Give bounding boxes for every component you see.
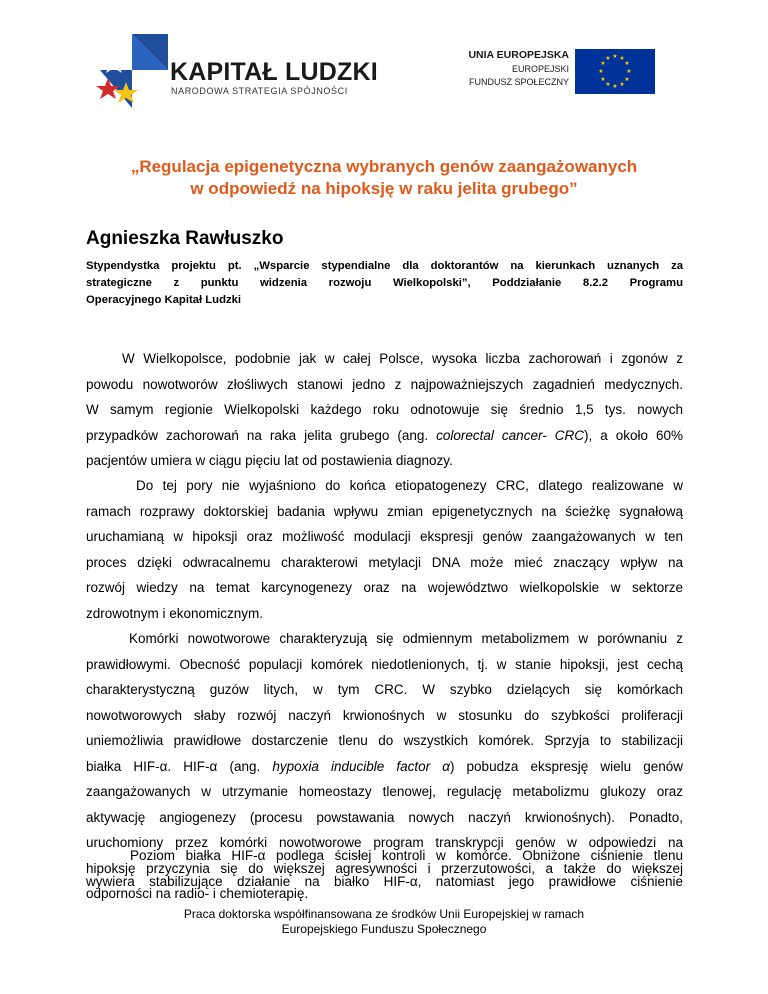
eu-logo-line2: EUROPEJSKI — [511, 64, 569, 74]
grant-line: Stypendystka projektu pt. „Wsparcie stypendialne dla doktorantów na kierunkach uznanych za — [86, 260, 683, 272]
text-line: aktywację angiogenezy (procesu powstawania nowych naczyń krwionośnych). Ponadto, — [86, 809, 683, 825]
text-line: wywiera stabilizujące działanie na białko HIF-α, natomiast jego prawidłowe ciśnienie — [86, 873, 683, 889]
text-line: prawidłowymi. Obecność populacji komórek niedotlenionych, tj. w stanie hipoksji, jest cechą — [86, 656, 683, 672]
text-line: W Wielkopolsce, podobnie jak w całej Polsce, wysoka liczba zachorowań i zgonów z — [122, 351, 683, 366]
text-line: powodu nowotworów złośliwych stanowi jedno z najpoważniejszych zagadnień medycznych. — [86, 376, 683, 392]
grant-line: strategiczne z punktu widzenia rozwoju Wielkopolski”, Poddziałanie 8.2.2 Programu — [86, 277, 683, 289]
svg-text:★: ★ — [598, 68, 604, 75]
paragraph-1 — [86, 346, 683, 474]
svg-text:★: ★ — [612, 53, 618, 60]
text-line: nowotworowych słaby rozwój naczyń krwionośnych w stosunku do szybkości proliferacji — [86, 707, 683, 723]
svg-text:★: ★ — [619, 55, 625, 62]
text-line: uniemożliwia prawidłowe dostarczenie tlenu do wszystkich komórek. Sprzyja to stabilizacji — [86, 733, 683, 748]
eu-logo-line1: UNIA EUROPEJSKA — [468, 49, 569, 61]
text-line: uruchomiony przez komórki nowotworowe program transkrypcji genów w odpowiedzi na — [86, 835, 683, 850]
footer-line: Europejskiego Funduszu Społecznego — [281, 922, 487, 936]
kapital-ludzki-name: KAPITAŁ LUDZKI — [170, 58, 378, 86]
svg-text:★: ★ — [612, 83, 618, 90]
text-line: uruchamianą w hipoksji oraz możliwość modulacji ekspresji genów zaangażowanych w ten — [86, 529, 683, 544]
svg-text:★: ★ — [600, 76, 606, 83]
kapital-ludzki-logo — [92, 30, 378, 110]
grant-line: Operacyjnego Kapitał Ludzki — [86, 294, 242, 306]
text-line: rozwój wiedzy na temat karcynogenezy oraz na województwo wielkopolskie w sektorze — [86, 580, 683, 595]
paragraph-4 — [86, 843, 683, 894]
footer-line: Praca doktorska współfinansowana ze środków Unii Europejskiej w ramach — [183, 907, 585, 921]
text-line: charakterystyczną guzów litych, w tym CRC. W szybko dzielących się komórkach — [86, 682, 683, 697]
text-line: proces dzięki odwracalnemu charakterowi metylacji DNA może mieć znaczący wpływ na — [86, 554, 683, 570]
kapital-ludzki-subtitle: NARODOWA STRATEGIA SPÓJNOŚCI — [171, 86, 348, 96]
text-line: zdrowotnym i ekonomicznym. — [86, 605, 264, 621]
text-line: Komórki nowotworowe charakteryzują się odmiennym metabolizmem w porównaniu z — [129, 631, 683, 646]
text-line: Poziom białka HIF-α podlega ścisłej kontroli w komórce. Obniżone ciśnienie tlenu — [130, 848, 683, 863]
text-line: przypadków zachorowań na raka jelita grubego (ang. colorectal cancer- CRC), a około 60% — [86, 427, 683, 443]
svg-text:★: ★ — [619, 81, 625, 88]
svg-text:★: ★ — [626, 68, 632, 75]
italic-term: hypoxia inducible factor α — [272, 758, 450, 774]
author-name: Agnieszka Rawłuszko — [86, 228, 284, 249]
svg-text:★: ★ — [605, 55, 611, 62]
text-line: W samym regionie Wielkopolski każdego roku odnotowuje się średnio 1,5 tys. nowych — [86, 402, 683, 417]
text-line: zaangażowanych w utrzymanie homeostazy tlenowej, regulację metabolizmu glukozy oraz — [86, 784, 683, 799]
grant-info — [86, 258, 683, 309]
document-title — [60, 156, 708, 200]
page-footer — [120, 907, 648, 937]
text-line: odporności na radio- i chemioterapię. — [86, 886, 309, 901]
text-line: białka HIF-α. HIF-α (ang. hypoxia inducible factor α) pobudza ekspresję wielu genów — [86, 758, 683, 774]
svg-text:★: ★ — [624, 60, 630, 67]
text-line: Do tej pory nie wyjaśniono do końca etiopatogenezy CRC, dlatego realizowane w — [136, 478, 683, 493]
eu-logo — [455, 49, 655, 94]
text-line: hipoksję przyczynia się do większej agresywności i przerzutowości, a także do większej — [86, 860, 683, 876]
italic-term: colorectal cancer- CRC — [436, 427, 584, 443]
eu-logo-line3: FUNDUSZ SPOŁECZNY — [468, 77, 569, 87]
svg-text:★: ★ — [605, 81, 611, 88]
title-line: w odpowiedź na hipoksję w raku jelita grubego” — [190, 179, 578, 198]
kapital-ludzki-emblem-icon — [92, 30, 170, 110]
svg-text:★: ★ — [624, 76, 630, 83]
text-line: ramach rozprawy doktorskiej badania wpływu zmian epigenetycznych na ścieżkę sygnałową — [86, 503, 683, 519]
svg-text:★: ★ — [600, 60, 606, 67]
paragraph-2 — [86, 473, 683, 626]
eu-flag-icon — [575, 49, 655, 94]
text-line: pacjentów umiera w ciągu pięciu lat od postawienia diagnozy. — [86, 453, 453, 468]
title-line: „Regulacja epigenetyczna wybranych genów zaangażowanych — [130, 157, 638, 176]
